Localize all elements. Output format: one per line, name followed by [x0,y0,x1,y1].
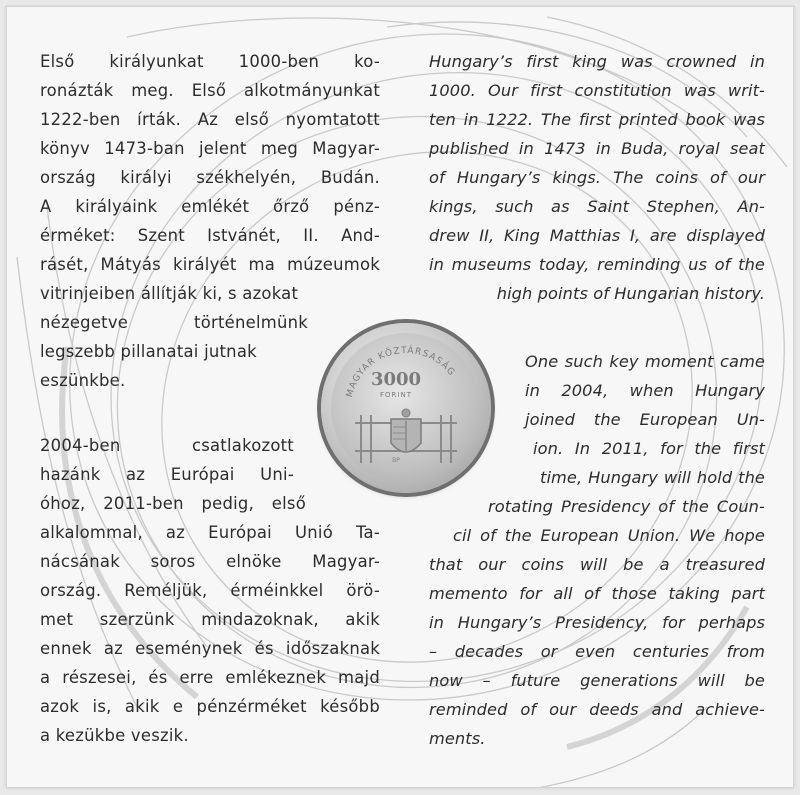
en-line-21: now – future generations will be [429,671,765,690]
coin-legend: MAGYAR KÖZTÁRSASÁG [345,345,457,399]
hu-line-22: azok is, akik e pénzérméket később [40,697,380,716]
en-line-9: high points of Hungarian history. [496,284,765,303]
en-line-2: 1000. Our first constitution was writ- [429,81,765,100]
en-line-6: kings, such as Saint Stephen, An- [429,197,765,216]
hu-line-19: met szerzünk mindazoknak, akik [40,610,380,629]
en-line-11: in 2004, when Hungary [525,381,765,400]
hu-line-8: rásét, Mátyás királyét ma múzeumok [40,255,380,274]
hu-line-7: érméket: Szent Istvánét, II. And- [40,226,380,245]
hu-line-6: A királyaink emlékét őrző pénz- [40,197,380,216]
folder-card [6,6,794,788]
hu-line-4: könyv 1473-ban jelent meg Magyar- [40,139,380,158]
en-line-1: Hungary’s first king was crowned in [429,52,765,71]
en-line-12: joined the European Un- [525,410,765,429]
silver-coin [321,323,491,493]
hu-line-13: 2004-ben csatlakozott [40,436,294,455]
hu-line-5: ország királyi székhelyén, Budán. [40,168,380,187]
coin-relief [321,323,491,493]
hu-line-18: ország. Reméljük, érméinkkel örö- [40,581,380,600]
en-line-8: in museums today, reminding us of the [429,255,765,274]
hu-line-20: ennek az eseménynek és időszaknak [40,639,380,658]
en-line-13: ion. In 2011, for the first [533,439,765,458]
hu-line-9: vitrinjeiben állítják ki, s azokat [40,284,299,303]
coin-denomination: 3000 [370,369,422,390]
en-line-16: cil of the European Union. We hope [453,526,765,545]
en-line-14: time, Hungary will hold the [540,468,765,487]
hu-line-10: nézegetve történelmünk [40,313,308,332]
en-line-10: One such key moment came [525,352,765,371]
en-line-17: that our coins will be a treasured [429,555,765,574]
hu-line-17: nácsának soros elnöke Magyar- [40,552,380,571]
coin-mint-mark: BP [392,457,400,464]
hu-line-23: a kezükbe veszik. [40,726,189,745]
en-line-15: rotating Presidency of the Coun- [488,497,765,516]
en-line-4: published in 1473 in Buda, royal seat [429,139,765,158]
hu-line-16: alkalommal, az Európai Unió Ta- [40,523,380,542]
hu-line-3: 1222-ben írták. Az első nyomtatott [40,110,380,129]
en-line-19: in Hungary’s Presidency, for perhaps [429,613,765,632]
en-line-5: of Hungary’s kings. The coins of our [429,168,765,187]
hu-line-2: ronázták meg. Első alkotmányunkat [40,81,380,100]
en-line-3: ten in 1222. The first printed book was [429,110,765,129]
en-line-7: drew II, King Matthias I, are displayed [429,226,765,245]
hu-line-11: legszebb pillanatai jutnak [40,342,257,361]
hu-line-1: Első királyunkat 1000-ben ko- [40,52,380,71]
en-line-23: ments. [429,729,486,748]
en-line-18: memento for all of those taking part [429,584,765,603]
en-line-22: reminded of our deeds and achieve- [429,700,765,719]
en-line-20: – decades or even centuries from [429,642,765,661]
hu-line-15: óhoz, 2011-ben pedig, első [40,494,306,513]
hu-line-21: a részesei, és erre emlékeznek majd [40,668,380,687]
hu-line-12: eszünkbe. [40,371,126,390]
hu-line-14: hazánk az Európai Uni- [40,465,294,484]
coin-unit: FORINT [380,391,412,399]
